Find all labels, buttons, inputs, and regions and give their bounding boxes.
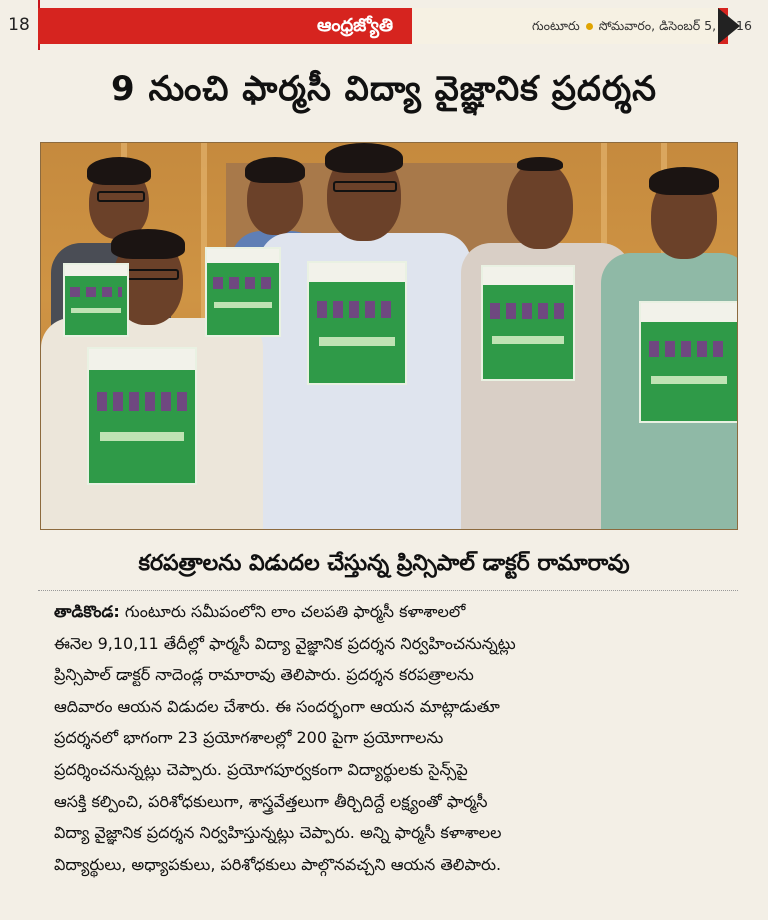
article-headline: 9 నుంచి ఫార్మసీ విద్యా వైజ్ఞానిక ప్రదర్శన [110, 69, 658, 109]
flyer-4 [307, 261, 407, 385]
article-line: ఆదివారం ఆయన విడుదల చేశారు. ఈ సందర్భంగా ఆయన మాట్లాడుతూ [54, 696, 500, 716]
article-line: ప్రదర్శనలో భాగంగా 23 ప్రయోగశాలల్లో 200 పైగా ప్రయోగాలను [54, 728, 444, 748]
article-body [54, 596, 744, 916]
article-line: విద్యార్థులు, అధ్యాపకులు, పరిశోధకులు పాల్గొనవచ్చని ఆయన తెలిపారు. [54, 854, 502, 874]
caption-divider [38, 590, 738, 591]
flyer-5 [481, 265, 575, 381]
edition-city: గుంటూరు [532, 18, 580, 33]
newspaper-masthead: ఆంధ్రజ్యోతి [316, 15, 394, 36]
article-line: ప్రదర్శించనున్నట్లు చెప్పారు. ప్రయోగపూర్వకంగా విద్యార్థులకు సైన్స్‌పై [54, 759, 468, 779]
flyer-1 [63, 263, 129, 337]
article-line: తాడికొండ: గుంటూరు సమీపంలోని లాం చలపతి ఫార్మసీ కళాశాలలో [54, 602, 466, 621]
page-header [0, 0, 768, 50]
page-number: 18 [0, 0, 40, 50]
separator-dot-icon [586, 23, 593, 30]
article-dateline: తాడికొండ: [54, 602, 120, 621]
flyer-2 [205, 247, 281, 337]
news-photo [40, 142, 738, 530]
article-line: విద్యా వైజ్ఞానిక ప్రదర్శన నిర్వహిస్తున్నట్లు చెప్పారు. అన్ని ఫార్మసీ కళాశాలల [54, 823, 502, 843]
publication-date: సోమవారం, డిసెంబర్ 5, 2016 [598, 18, 752, 33]
arrow-tip-icon [718, 8, 740, 44]
article-line: ఆసక్తి కల్పించి, పరిశోధకులుగా, శాస్త్రవేత్తలుగా తీర్చిదిద్దే లక్ష్యంతో ఫార్మసీ [54, 791, 488, 811]
article-line: ప్రిన్సిపాల్ డాక్టర్ నాదెండ్ల రామారావు తెలిపారు. ప్రదర్శన కరపత్రాలను [54, 665, 474, 685]
dateline-box [412, 8, 752, 44]
flyer-6 [639, 301, 738, 423]
photo-caption: కరపత్రాలను విడుదల చేస్తున్న ప్రిన్సిపాల్ డాక్టర్ రామారావు [138, 551, 630, 576]
article-line: ఈనెల 9,10,11 తేదీల్లో ఫార్మసీ విద్యా వైజ్ఞానిక ప్రదర్శన నిర్వహించనున్నట్లు [54, 633, 516, 653]
flyer-3 [87, 347, 197, 485]
